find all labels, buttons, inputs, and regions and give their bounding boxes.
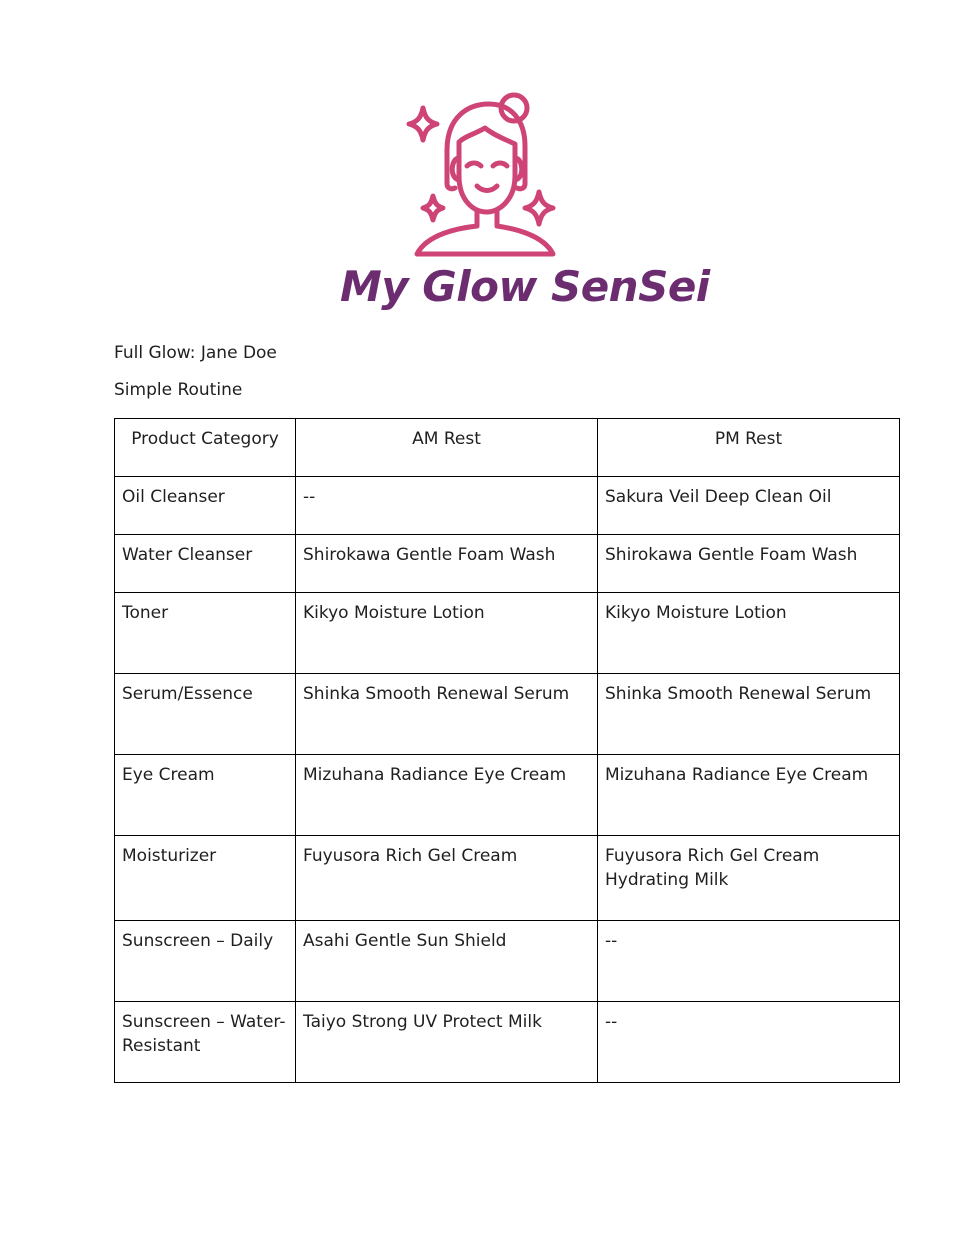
brand-name: My Glow SenSei <box>340 262 710 311</box>
brand-logo <box>0 0 966 340</box>
table-row <box>115 674 900 755</box>
am-cell: Shirokawa Gentle Foam Wash <box>296 535 598 593</box>
pm-cell-line: Fuyusora Rich Gel Cream <box>605 846 820 866</box>
table-header-row <box>115 419 900 477</box>
woman-sparkle-icon <box>403 88 563 260</box>
pm-cell: -- <box>598 921 900 1002</box>
table-row <box>115 477 900 535</box>
table-row <box>115 755 900 836</box>
category-cell: Moisturizer <box>115 836 296 921</box>
routine-table <box>114 418 900 1083</box>
pm-cell-line-extra: Hydrating Milk <box>605 870 729 890</box>
am-cell: Taiyo Strong UV Protect Milk <box>296 1002 598 1083</box>
table-row <box>115 836 900 921</box>
header-product-category: Product Category <box>115 419 296 477</box>
pm-cell: Sakura Veil Deep Clean Oil <box>598 477 900 535</box>
am-cell: Shinka Smooth Renewal Serum <box>296 674 598 755</box>
header-am-rest: AM Rest <box>296 419 598 477</box>
category-cell: Serum/Essence <box>115 674 296 755</box>
routine-title: Simple Routine <box>114 380 243 400</box>
pm-cell <box>598 836 900 921</box>
category-cell: Water Cleanser <box>115 535 296 593</box>
client-name-line: Full Glow: Jane Doe <box>114 343 277 363</box>
category-cell: Sunscreen – Water-Resistant <box>115 1002 296 1083</box>
table-row <box>115 921 900 1002</box>
pm-cell: Shinka Smooth Renewal Serum <box>598 674 900 755</box>
pm-cell: Shirokawa Gentle Foam Wash <box>598 535 900 593</box>
am-cell: -- <box>296 477 598 535</box>
am-cell: Kikyo Moisture Lotion <box>296 593 598 674</box>
table-row <box>115 535 900 593</box>
table-row <box>115 593 900 674</box>
header-pm-rest: PM Rest <box>598 419 900 477</box>
am-cell: Asahi Gentle Sun Shield <box>296 921 598 1002</box>
am-cell: Fuyusora Rich Gel Cream <box>296 836 598 921</box>
pm-cell: Kikyo Moisture Lotion <box>598 593 900 674</box>
pm-cell: -- <box>598 1002 900 1083</box>
am-cell: Mizuhana Radiance Eye Cream <box>296 755 598 836</box>
pm-cell: Mizuhana Radiance Eye Cream <box>598 755 900 836</box>
category-cell: Oil Cleanser <box>115 477 296 535</box>
category-cell: Sunscreen – Daily <box>115 921 296 1002</box>
table-row <box>115 1002 900 1083</box>
category-cell: Toner <box>115 593 296 674</box>
category-cell: Eye Cream <box>115 755 296 836</box>
